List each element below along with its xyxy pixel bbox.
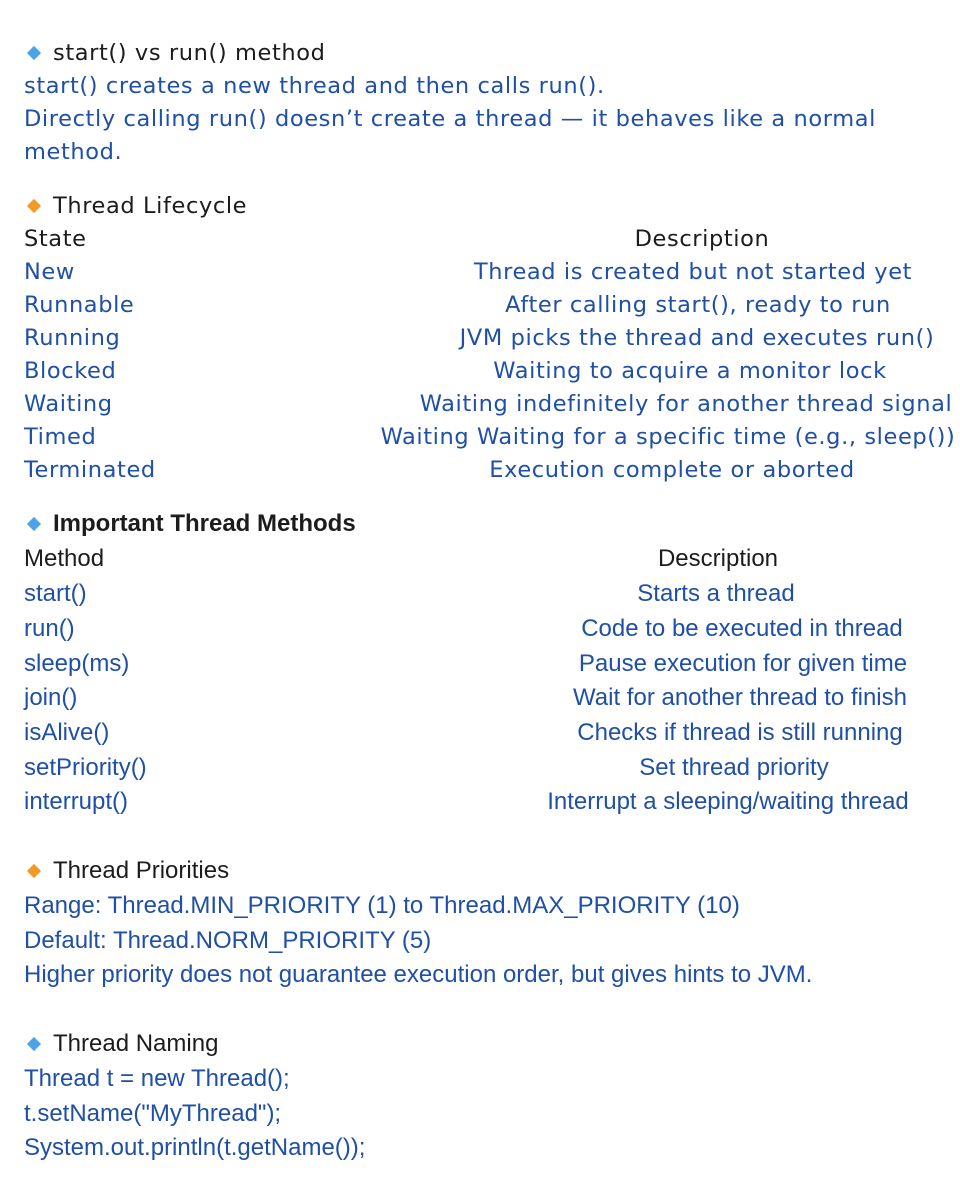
blue-diamond-icon	[27, 517, 41, 531]
column-header-description: Description	[634, 226, 770, 252]
column-header-state: State	[24, 226, 87, 252]
description-cell: Waiting indefinitely for another thread signal	[419, 391, 953, 417]
code-line: System.out.println(t.getName());	[24, 1134, 366, 1161]
description-cell: Set thread priority	[639, 754, 829, 781]
state-cell: Running	[24, 325, 121, 351]
method-cell: run()	[24, 615, 75, 642]
blue-diamond-icon	[27, 46, 41, 60]
heading-text: Thread Lifecycle	[53, 193, 248, 219]
paragraph-line: Directly calling run() doesn’t create a thread — it behaves like a normal	[24, 106, 876, 132]
table-row	[24, 686, 952, 716]
description-cell: Checks if thread is still running	[577, 719, 903, 746]
heading-text: Important Thread Methods	[53, 510, 356, 537]
table-row	[24, 261, 952, 291]
method-cell: isAlive()	[24, 719, 110, 746]
method-cell: setPriority()	[24, 754, 147, 781]
heading-text: Thread Priorities	[53, 857, 230, 884]
section-heading-priorities	[29, 859, 229, 883]
table-row	[24, 459, 952, 489]
table-row	[24, 617, 952, 647]
code-line: Thread t = new Thread();	[24, 1065, 290, 1092]
description-cell: Wait for another thread to finish	[573, 684, 907, 711]
method-cell: start()	[24, 580, 87, 607]
paragraph-line: Range: Thread.MIN_PRIORITY (1) to Thread.MAX_PRIORITY (10)	[24, 892, 740, 919]
column-header-method: Method	[24, 545, 105, 572]
table-row	[24, 393, 952, 423]
state-cell: Timed	[24, 424, 97, 450]
description-cell: Waiting Waiting for a specific time (e.g., sleep())	[380, 424, 956, 450]
state-cell: Waiting	[24, 391, 113, 417]
state-cell: New	[24, 259, 75, 285]
section-heading-methods	[29, 512, 356, 536]
paragraph-line: method.	[24, 139, 123, 165]
section-heading-naming	[29, 1032, 218, 1056]
state-cell: Terminated	[24, 457, 156, 483]
description-cell: Waiting to acquire a monitor lock	[493, 358, 887, 384]
column-header-description: Description	[657, 545, 779, 572]
table-row	[24, 756, 952, 786]
methods-table-header	[24, 547, 952, 577]
state-cell: Blocked	[24, 358, 117, 384]
method-cell: interrupt()	[24, 788, 129, 815]
heading-text: Thread Naming	[53, 1030, 219, 1057]
lifecycle-table-header	[24, 228, 952, 258]
description-cell: Pause execution for given time	[578, 650, 908, 677]
table-row	[24, 721, 952, 751]
method-cell: sleep(ms)	[24, 650, 130, 677]
description-cell: Execution complete or aborted	[489, 457, 855, 483]
paragraph-line: Higher priority does not guarantee execution order, but gives hints to JVM.	[24, 961, 813, 988]
table-row	[24, 327, 952, 357]
description-cell: Interrupt a sleeping/waiting thread	[547, 788, 909, 815]
blue-diamond-icon	[27, 1037, 41, 1051]
table-row	[24, 652, 952, 682]
table-row	[24, 424, 956, 456]
method-cell: join()	[24, 684, 78, 711]
table-row	[24, 790, 952, 820]
paragraph-line: Default: Thread.NORM_PRIORITY (5)	[24, 927, 432, 954]
code-line: t.setName("MyThread");	[24, 1100, 282, 1127]
table-row	[24, 294, 952, 324]
table-row	[24, 582, 952, 612]
state-cell: Runnable	[24, 292, 135, 318]
description-cell: Code to be executed in thread	[581, 615, 903, 642]
description-cell: Thread is created but not started yet	[473, 259, 913, 285]
description-cell: JVM picks the thread and executes run()	[459, 325, 935, 351]
table-row	[24, 360, 952, 390]
orange-diamond-icon	[27, 199, 41, 213]
section-heading-lifecycle	[29, 195, 247, 218]
description-cell: Starts a thread	[637, 580, 795, 607]
description-cell: After calling start(), ready to run	[505, 292, 891, 318]
heading-text: start() vs run() method	[53, 40, 326, 66]
paragraph-line: start() creates a new thread and then calls run().	[24, 73, 605, 99]
orange-diamond-icon	[27, 864, 41, 878]
section-heading-start-vs-run	[29, 42, 325, 65]
